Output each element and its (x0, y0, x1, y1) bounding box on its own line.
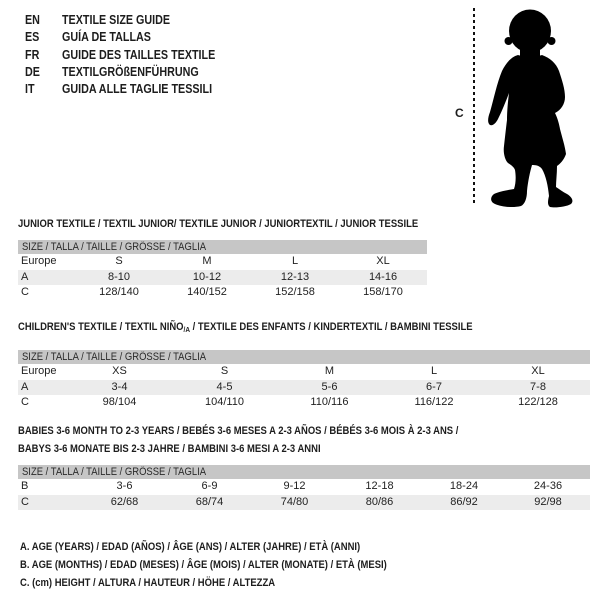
junior-section-heading: JUNIOR TEXTILE / TEXTIL JUNIOR/ TEXTILE JUNIOR / JUNIORTEXTIL / JUNIOR TESSILE (18, 218, 419, 230)
size-cell: S (220, 365, 229, 377)
children-heading-text: CHILDREN'S TEXTILE / TEXTIL NIÑO (18, 321, 184, 333)
table-row (18, 479, 590, 495)
size-cell: 8-10 (75, 270, 163, 286)
size-cell: 14-16 (339, 270, 427, 286)
table-row (18, 380, 590, 396)
size-cell: M (324, 365, 335, 377)
size-cell: 116/122 (414, 396, 454, 408)
guide-title: TEXTILE SIZE GUIDE (61, 13, 171, 27)
size-cell: 128/140 (99, 286, 139, 298)
size-cell: L (291, 255, 299, 267)
language-title-row (25, 64, 215, 81)
table-row (18, 395, 590, 411)
size-cell: 12-18 (365, 480, 394, 492)
size-cell: 140/152 (187, 286, 227, 298)
guide-title: GUIDE DES TAILLES TEXTILE (61, 47, 216, 62)
size-cell: 12-13 (251, 270, 339, 286)
size-cell: 3-6 (116, 480, 133, 492)
size-cell: 74/80 (252, 495, 337, 511)
guide-title: GUIDA ALLE TAGLIE TESSILI (61, 82, 213, 97)
baby-silhouette-icon (478, 5, 578, 210)
children-heading-subscript: /A (183, 325, 190, 334)
size-cell: 24-36 (533, 480, 563, 492)
size-cell: 3-4 (67, 380, 172, 396)
size-cell: 6-7 (382, 380, 486, 396)
height-measure-dotted-line (473, 8, 475, 206)
language-title-list (25, 12, 215, 98)
size-cell: XL (531, 365, 545, 377)
row-label: Europe (21, 255, 57, 267)
table-row (18, 270, 427, 286)
row-label: A (18, 380, 67, 396)
row-label: Europe (21, 365, 57, 377)
size-cell: 152/158 (275, 286, 315, 298)
language-title-row (25, 12, 215, 29)
babies-heading-line2: BABYS 3-6 MONATE BIS 2-3 JAHRE / BAMBINI 3-6 MESI A 2-3 ANNI (18, 442, 321, 455)
size-cell: 5-6 (277, 380, 382, 396)
size-cell: 62/68 (82, 495, 167, 511)
size-cell: 158/170 (363, 286, 403, 298)
language-code: IT (25, 82, 35, 97)
size-cell: 7-8 (486, 380, 590, 396)
children-section-heading (18, 321, 473, 336)
row-label: B (21, 480, 29, 492)
row-label: C (21, 396, 29, 408)
size-cell: 4-5 (172, 380, 277, 396)
size-cell: 98/104 (102, 396, 137, 408)
language-code: DE (25, 64, 40, 79)
size-cell: S (115, 255, 123, 267)
size-cell: 86/92 (422, 495, 506, 511)
guide-title: GUÍA DE TALLAS (61, 30, 151, 45)
language-title-row (25, 47, 215, 64)
size-header-bar (18, 465, 590, 479)
footnotes-block (20, 538, 387, 593)
language-code: EN (25, 13, 40, 27)
table-row (18, 495, 590, 511)
table-row (18, 364, 590, 380)
language-code: FR (25, 47, 40, 62)
size-cell: 6-9 (201, 480, 218, 492)
size-header-label: SIZE / TALLA / TAILLE / GRÖSSE / TAGLIA (22, 466, 207, 478)
size-cell: 104/110 (205, 396, 244, 408)
babies-heading-line1: BABIES 3-6 MONTH TO 2-3 YEARS / BEBÉS 3-6 MESES A 2-3 AÑOS / BÉBÉS 3-6 MOIS À 2-3 ANS / (18, 425, 459, 437)
size-cell: XL (376, 255, 390, 267)
table-row (18, 254, 427, 270)
size-cell: 9-12 (283, 480, 306, 492)
size-cell: M (202, 255, 212, 267)
language-title-row (25, 81, 215, 98)
size-header-bar (18, 350, 590, 364)
language-title-row (25, 29, 215, 46)
footnote-b: B. AGE (MONTHS) / EDAD (MESES) / ÂGE (MOIS) / ALTER (MONATE) / ETÀ (MESI) (20, 559, 387, 572)
row-label: C (21, 286, 29, 298)
size-cell: 68/74 (167, 495, 252, 511)
size-cell: 10-12 (163, 270, 251, 286)
babies-section-heading (18, 423, 458, 458)
table-row (18, 285, 427, 301)
height-measure-label: C (455, 106, 464, 120)
guide-title: TEXTILGRÖßENFÜHRUNG (61, 64, 199, 79)
size-cell: 122/128 (518, 396, 558, 408)
size-header-bar (18, 240, 427, 254)
size-cell: 92/98 (506, 495, 590, 511)
footnote-c: C. (cm) HEIGHT / ALTURA / HAUTEUR / HÖHE / ALTEZZA (20, 577, 276, 590)
language-code: ES (25, 30, 40, 45)
size-header-label: SIZE / TALLA / TAILLE / GRÖSSE / TAGLIA (22, 241, 207, 253)
size-cell: 110/116 (310, 396, 349, 408)
children-size-table (18, 350, 590, 411)
size-cell: 18-24 (449, 480, 479, 492)
size-cell: XS (112, 365, 127, 377)
junior-size-table (18, 240, 427, 301)
size-cell: 80/86 (337, 495, 422, 511)
size-cell: L (430, 365, 438, 377)
footnote-a: A. AGE (YEARS) / EDAD (AÑOS) / ÂGE (ANS) / ALTER (JAHRE) / ETÀ (ANNI) (20, 541, 361, 553)
row-label: C (18, 495, 82, 511)
babies-size-table (18, 465, 590, 510)
size-header-label: SIZE / TALLA / TAILLE / GRÖSSE / TAGLIA (22, 351, 207, 363)
children-heading-text: / TEXTILE DES ENFANTS / KINDERTEXTIL / BAMBINI TESSILE (189, 321, 473, 333)
row-label: A (18, 270, 75, 286)
